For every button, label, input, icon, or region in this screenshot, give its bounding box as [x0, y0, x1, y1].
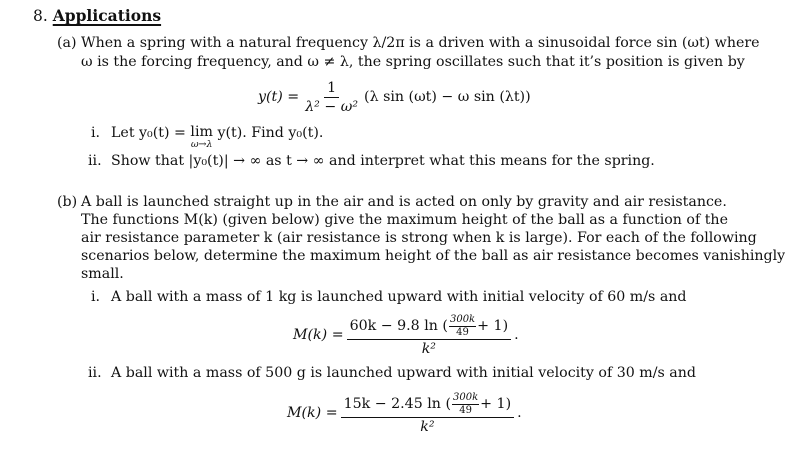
- part-a-i-label: i.: [91, 125, 101, 141]
- limit-operator: [190, 125, 213, 150]
- problem-heading: [33, 6, 161, 26]
- part-b-line-5: small.: [81, 266, 124, 282]
- height-eq-2-fraction: [341, 392, 515, 435]
- part-b-ii-label: ii.: [88, 365, 102, 381]
- part-a-line-2: ω is the forcing frequency, and ω ≠ λ, the spring oscillates such that it’s position is given by: [81, 54, 745, 70]
- height-equation-2: M(k) = 15k − 2.45 ln ( $\frac{300k}{49}$ + 1) k² .: [287, 392, 522, 435]
- height-eq-2-inner-fraction: $\frac{300k}{49}$: [453, 392, 479, 416]
- part-a-ii-label: ii.: [88, 153, 102, 169]
- spring-eq-denominator: λ² − ω²: [305, 99, 359, 116]
- part-b-label: (b): [57, 194, 78, 210]
- spring-equation: [258, 80, 531, 116]
- spring-eq-fraction: [302, 80, 361, 116]
- part-b-line-2: The functions M(k) (given below) give the maximum height of the ball as a function of the: [81, 212, 728, 228]
- height-eq-1-lhs: M(k) =: [293, 326, 344, 343]
- spring-eq-rhs: (λ sin (ωt) − ω sin (λt)): [364, 88, 531, 105]
- problem-title: Applications: [52, 6, 162, 25]
- spring-eq-numerator: 1: [324, 80, 339, 98]
- part-a-line-1: When a spring with a natural frequency λ/2π is a driven with a sinusoidal force sin (ωt) where: [81, 35, 760, 51]
- part-b-line-4: scenarios below, determine the maximum height of the ball as air resistance becomes vanishingly: [81, 248, 785, 264]
- part-b-i-text: A ball with a mass of 1 kg is launched upward with initial velocity of 60 m/s and: [111, 289, 687, 305]
- limit-subscript: ω→λ: [190, 138, 213, 150]
- height-eq-2-numerator: 15k − 2.45 ln ( $\frac{300k}{49}$ + 1): [341, 392, 515, 418]
- height-eq-2-denominator: k²: [420, 419, 435, 435]
- part-b-i-label: i.: [91, 289, 101, 305]
- part-a-ii-text: Show that |y₀(t)| → ∞ as t → ∞ and interpret what this means for the spring.: [111, 153, 655, 169]
- problem-number: 8.: [33, 7, 48, 25]
- spring-eq-lhs: y(t) =: [258, 88, 300, 105]
- height-eq-1-fraction: [347, 314, 512, 357]
- part-b-ii-text: A ball with a mass of 500 g is launched upward with initial velocity of 30 m/s and: [111, 365, 696, 381]
- part-b-line-1: A ball is launched straight up in the air and is acted on only by gravity and air resistance.: [81, 194, 727, 210]
- height-eq-1-inner-fraction: $\frac{300k}{49}$: [449, 314, 476, 338]
- height-equation-1: M(k) = 60k − 9.8 ln ( $\frac{300k}{49}$ + 1) k² .: [293, 314, 519, 357]
- height-eq-2-lhs: M(k) =: [287, 404, 338, 421]
- part-b-line-3: air resistance parameter k (air resistance is strong when k is large). For each of the following: [81, 230, 757, 246]
- part-a-i-text: [111, 125, 323, 150]
- part-a-i-pre: Let y₀(t) =: [111, 125, 186, 141]
- part-a-i-post: y(t). Find y₀(t).: [217, 125, 324, 141]
- limit-word: lim: [190, 124, 213, 140]
- height-eq-1-denominator: k²: [421, 341, 436, 357]
- height-eq-1-numerator: 60k − 9.8 ln ( $\frac{300k}{49}$ + 1): [347, 314, 512, 340]
- part-a-label: (a): [57, 35, 77, 51]
